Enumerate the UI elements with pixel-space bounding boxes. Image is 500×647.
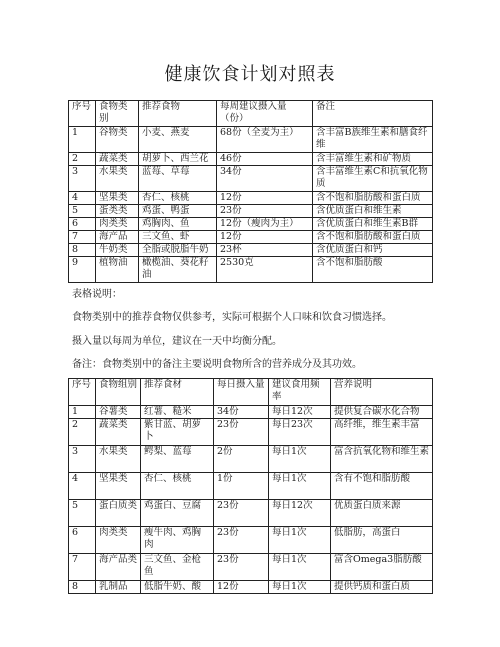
table-cell: 3: [69, 166, 96, 192]
table-row: [69, 554, 433, 581]
table-cell: 7: [69, 231, 96, 244]
table-cell: 含不饱和脂肪酸和蛋白质: [313, 192, 433, 205]
table-row: [69, 153, 433, 166]
header-cell: 每日摄入量: [214, 379, 269, 406]
table-cell: 34份: [214, 406, 269, 419]
table-cell: 蛋类类: [96, 205, 139, 218]
table-cell: 每日23次: [269, 419, 331, 446]
table-cell: 含优质蛋白和维生素: [313, 205, 433, 218]
table-cell: 富含Omega3脂肪酸: [331, 554, 433, 581]
table-cell: 23杯: [217, 244, 313, 257]
table-cell: 每日1次: [269, 554, 331, 581]
table-cell: 5: [69, 500, 96, 527]
table-cell: 海产品: [96, 231, 139, 244]
table-cell: 12份: [217, 192, 313, 205]
notes-heading: 表格说明：: [72, 289, 122, 300]
table-row: [69, 257, 433, 283]
table-cell: 乳制品: [96, 581, 141, 594]
table-cell: 红薯、糙米: [141, 406, 214, 419]
table-cell: 2: [69, 153, 96, 166]
table-cell: 鸡蛋白、豆腐: [141, 500, 214, 527]
table-cell: 含丰富维生素C和抗氧化物质: [313, 166, 433, 192]
table-row: [69, 231, 433, 244]
table-cell: 1份: [214, 473, 269, 500]
table-row: [69, 500, 433, 527]
table-cell: 富含抗氧化物和维生素: [331, 446, 433, 473]
table-row: [69, 473, 433, 500]
table-cell: 1: [69, 406, 96, 419]
table-cell: 12份: [217, 231, 313, 244]
table-cell: 小麦、燕麦: [139, 127, 217, 153]
table-cell: 橄榄油、葵花籽油: [139, 257, 217, 283]
table-cell: 植物油: [96, 257, 139, 283]
diet-plan-table: [68, 100, 433, 283]
table-cell: 含优质蛋白和钙: [313, 244, 433, 257]
table-cell: 7: [69, 554, 96, 581]
table-cell: 含丰富B族维生素和膳食纤维: [313, 127, 433, 153]
table-cell: 8: [69, 244, 96, 257]
table-cell: 海产品类: [96, 554, 141, 581]
table-row: [69, 446, 433, 473]
table-cell: 肉类类: [96, 527, 141, 554]
table-row: [69, 581, 433, 594]
note-line: 摄入量以每周为单位，建议在一天中均衡分配。: [72, 336, 282, 347]
table-cell: 46份: [217, 153, 313, 166]
table-cell: 鳄梨、蓝莓: [141, 446, 214, 473]
table-cell: 坚果类: [96, 192, 139, 205]
table-cell: 含不饱和脂肪酸: [313, 257, 433, 283]
table-cell: 鸡蛋、鸭蛋: [139, 205, 217, 218]
table-cell: 12份: [214, 581, 269, 594]
table-cell: 每日1次: [269, 581, 331, 594]
table-cell: 含丰富维生素和矿物质: [313, 153, 433, 166]
table-header-row: [69, 379, 433, 406]
table-row: [69, 527, 433, 554]
table-cell: 6: [69, 527, 96, 554]
table-cell: 高纤维，维生素丰富: [331, 419, 433, 446]
table-cell: 含不饱和脂肪酸和蛋白质: [313, 231, 433, 244]
table-cell: 三文鱼、金枪鱼: [141, 554, 214, 581]
table-cell: 23份: [217, 205, 313, 218]
table-cell: 3: [69, 446, 96, 473]
table-row: [69, 419, 433, 446]
table-row: [69, 166, 433, 192]
table-cell: 全脂或脱脂牛奶: [139, 244, 217, 257]
document-title: 健康饮食计划对照表: [164, 64, 336, 85]
table-cell: 2份: [214, 446, 269, 473]
table-row: [69, 218, 433, 231]
table-cell: 2: [69, 419, 96, 446]
table-cell: 提供钙质和蛋白质: [331, 581, 433, 594]
table-cell: 三文鱼、虾: [139, 231, 217, 244]
table-cell: 每日1次: [269, 473, 331, 500]
table-cell: 提供复合碳水化合物: [331, 406, 433, 419]
table-row: [69, 127, 433, 153]
table-cell: 胡萝卜、西兰花: [139, 153, 217, 166]
table-cell: 34份: [217, 166, 313, 192]
table-cell: 鸡胸肉、鱼: [139, 218, 217, 231]
table-cell: 含优质蛋白和维生素B群: [313, 218, 433, 231]
table-cell: 2530克: [217, 257, 313, 283]
table-cell: 谷薯类: [96, 406, 141, 419]
table-cell: 每日1次: [269, 527, 331, 554]
table-cell: 坚果类: [96, 473, 141, 500]
header-cell: 营养说明: [331, 379, 433, 406]
table-row: [69, 205, 433, 218]
header-cell: 推荐食物: [139, 101, 217, 127]
table-header-row: [69, 101, 433, 127]
table-cell: 谷物类: [96, 127, 139, 153]
table-cell: 每日1次: [269, 446, 331, 473]
table-cell: 肉类类: [96, 218, 139, 231]
table-cell: 12份（瘦肉为主）: [217, 218, 313, 231]
table-row: [69, 406, 433, 419]
header-cell: 备注: [313, 101, 433, 127]
table-cell: 1: [69, 127, 96, 153]
table-cell: 蛋白质类: [96, 500, 141, 527]
table-row: [69, 244, 433, 257]
table-row: [69, 192, 433, 205]
table-cell: 5: [69, 205, 96, 218]
table-cell: 蓝莓、草莓: [139, 166, 217, 192]
table-cell: 优质蛋白质来源: [331, 500, 433, 527]
table-cell: 蔬菜类: [96, 419, 141, 446]
table-cell: 每日12次: [269, 500, 331, 527]
daily-intake-table: [68, 378, 433, 594]
table-cell: 水果类: [96, 446, 141, 473]
header-cell: 序号: [69, 379, 96, 406]
table-cell: 杏仁、核桃: [139, 192, 217, 205]
table-cell: 紫甘蓝、胡萝卜: [141, 419, 214, 446]
table-cell: 4: [69, 473, 96, 500]
header-cell: 食物类别: [96, 101, 139, 127]
table-cell: 23份: [214, 527, 269, 554]
table-cell: 8: [69, 581, 96, 594]
table-cell: 含有不饱和脂肪酸: [331, 473, 433, 500]
table-cell: 23份: [214, 419, 269, 446]
table-cell: 每日12次: [269, 406, 331, 419]
table-cell: 牛奶类: [96, 244, 139, 257]
table-cell: 23份: [214, 554, 269, 581]
table-cell: 4: [69, 192, 96, 205]
note-line: 食物类别中的推荐食物仅供参考，实际可根据个人口味和饮食习惯选择。: [72, 312, 392, 323]
header-cell: 食物组别: [96, 379, 141, 406]
header-cell: 推荐食材: [141, 379, 214, 406]
table-cell: 低脂肪，高蛋白: [331, 527, 433, 554]
table-cell: 蔬菜类: [96, 153, 139, 166]
table-cell: 6: [69, 218, 96, 231]
note-line: 备注：食物类别中的备注主要说明食物所含的营养成分及其功效。: [72, 359, 362, 370]
header-cell: 每周建议摄入量（份）: [217, 101, 313, 127]
table-cell: 低脂牛奶、酸: [141, 581, 214, 594]
table-cell: 68份（全麦为主）: [217, 127, 313, 153]
table-cell: 水果类: [96, 166, 139, 192]
table-cell: 杏仁、核桃: [141, 473, 214, 500]
header-cell: 建议食用频率: [269, 379, 331, 406]
table-cell: 瘦牛肉、鸡胸肉: [141, 527, 214, 554]
header-cell: 序号: [69, 101, 96, 127]
table-cell: 23份: [214, 500, 269, 527]
table-cell: 9: [69, 257, 96, 283]
